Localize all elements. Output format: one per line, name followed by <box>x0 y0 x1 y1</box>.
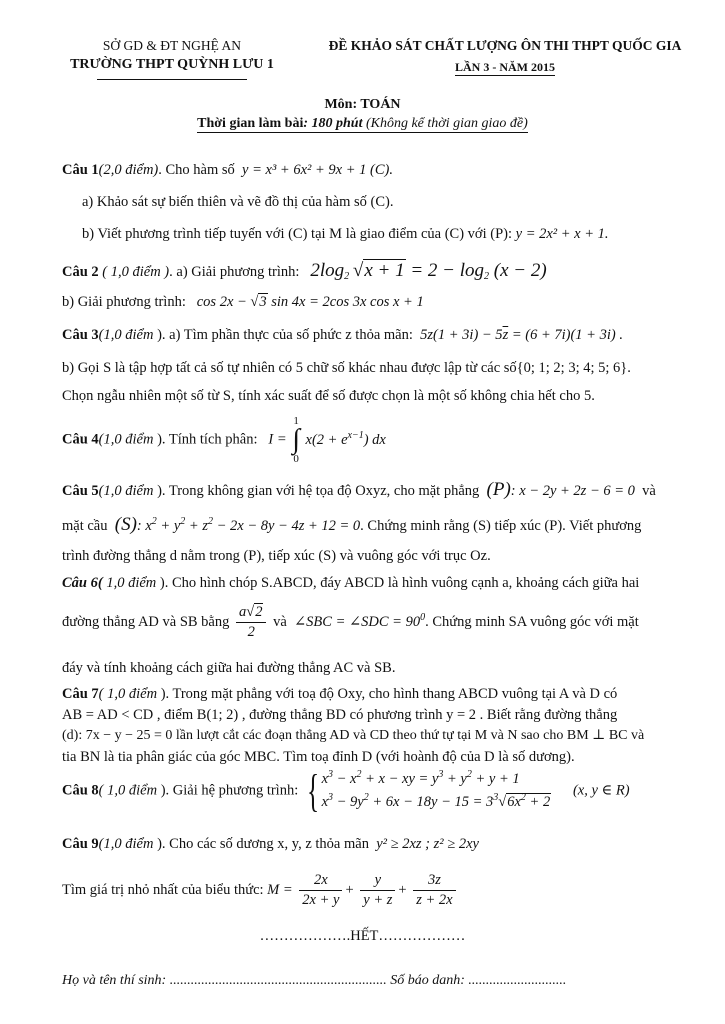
question-7-line2: AB = AD < CD , điểm B(1; 2) , đường thẳng BD có phương trình y = 2 . Biết rằng đường thẳng <box>62 707 618 723</box>
question-7-line3: (d): 7x − y − 25 = 0 lần lượt cắt các đoạn thẳng AD và CD theo thứ tự tại M và N sao cho BM ⊥ BC và <box>62 728 645 743</box>
question-5-line2: mặt cầu (S): $x^2 + y^2 + z^2 - 2x - 8y - 4z + 12 = 0$. Chứng minh rằng (S) tiếp xúc (P). Viết phương <box>62 514 642 535</box>
question-1a: a) Khảo sát sự biến thiên và vẽ đồ thị của hàm số (C). <box>82 194 394 210</box>
header-left <box>52 38 292 80</box>
question-4: Câu 4(1,0 điểm ). Tính tích phân: I = 1 ∫ 0 $x(2 + e^{x-1})$ dx <box>62 415 386 465</box>
question-2b: b) Giải phương trình: cos 2x − √3 sin 4x = 2cos 3x cos x + 1 <box>62 294 424 310</box>
question-2a: Câu 2 ( 1,0 điểm ). a) Giải phương trình: $2\log_2$ $√x + 1 = 2 - \log_2 (x - 2)$ <box>62 260 547 282</box>
candidate-footer: Họ và tên thí sinh: .............................................................. Số báo danh: ............................ <box>62 973 567 988</box>
question-5-line3: trình đường thẳng d nằm trong (P), tiếp xúc (S) và vuông góc với trục Oz. <box>62 548 491 564</box>
header-right <box>300 38 710 75</box>
question-9-line1: Câu 9(1,0 điểm ). Cho các số dương x, y, z thỏa mãn y² ≥ 2xz ; z² ≥ 2xy <box>62 836 479 852</box>
question-5-line1: Câu 5(1,0 điểm ). Trong không gian với hệ tọa độ Oxyz, cho mặt phẳng (P): x − 2y + 2z − 6 = 0 và <box>62 479 656 500</box>
equation-system: $x^3 - x^2 + x$ − xy = $y^3 + y^2 + y + 1$ $x^3 - 9y^2 + 6x - 18y - 15 = 3^3√6x^2 + 2$ <box>321 769 551 811</box>
question-1b: b) Viết phương trình tiếp tuyến với (C) tại M là giao điểm của (C) với (P): y = 2x² + x + 1. <box>82 226 609 242</box>
subject-title: Môn: TOÁN <box>324 97 401 112</box>
time-allowed: Thời gian làm bài: 180 phút (Không kể thời gian giao đề) <box>197 116 528 131</box>
question-3b-line1: b) Gọi S là tập hợp tất cả số tự nhiên có 5 chữ số khác nhau được lập từ các số{0; 1; 2; 3; 4; 5; 6}. <box>62 360 631 376</box>
exam-session: LẦN 3 - NĂM 2015 <box>455 60 555 74</box>
question-3b-line2: Chọn ngẫu nhiên một số từ S, tính xác suất để số được chọn là một số không chia hết cho 5. <box>62 388 595 404</box>
header-underline <box>97 79 247 80</box>
question-6-line1: Câu 6( 1,0 điểm ). Cho hình chóp S.ABCD, đáy ABCD là hình vuông cạnh a, khoảng cách giữa hai <box>62 575 640 591</box>
department-name: SỞ GD & ĐT NGHỆ AN <box>102 38 242 53</box>
school-name: TRƯỜNG THPT QUỲNH LƯU 1 <box>70 57 274 72</box>
question-6-line3: đáy và tính khoảng cách giữa hai đường thẳng AC và SB. <box>62 660 396 676</box>
exam-title: ĐỀ KHẢO SÁT CHẤT LƯỢNG ÔN THI THPT QUỐC GIA <box>328 38 682 53</box>
question-9-line2: Tìm giá trị nhỏ nhất của biểu thức: M = $\frac{2x}{2x + y}$ + $\frac{y}{y + z}$ + $\frac{3z}{z + 2x}$ <box>62 872 703 910</box>
distance-fraction: $\frac{a√2}{2}$ <box>236 604 266 642</box>
question-3a: Câu 3(1,0 điểm ). a) Tìm phần thực của số phức z thỏa mãn: $5z(1 + 3i) - 5\overline{z} = (6 + 7i)(1 + 3i)$ . <box>62 327 623 343</box>
system-brace: { <box>306 765 319 817</box>
integral-sign: 1 ∫ 0 <box>292 415 300 465</box>
question-8: Câu 8( 1,0 điểm ). Giải hệ phương trình: { $x^3 - x^2 + x$ − xy = $y^3 + y^2 + y + 1$ $x^3 - 9y^2 + 6x - 18y - 15 = 3^3√6x^2 + 2$ (x, y ∈ R) <box>62 765 630 817</box>
question-7-line4: tia BN là tia phân giác của góc MBC. Tìm toạ đỉnh D (với hoành độ của D là số dương). <box>62 749 575 765</box>
question-1: Câu 1(2,0 điểm). Cho hàm số y = x³ + 6x² + 9x + 1 (C). <box>62 162 393 178</box>
end-mark: ……………….HẾT……………… <box>259 928 466 944</box>
question-7-line1: Câu 7( 1,0 điểm ). Trong mặt phẳng với toạ độ Oxy, cho hình thang ABCD vuông tại A và D có <box>62 686 618 702</box>
question-6-line2: đường thẳng AD và SB bằng $\frac{a√2}{2}$ và ∠SBC = ∠SDC = $90^0$. Chứng minh SA vuông góc với mặt <box>62 604 639 641</box>
